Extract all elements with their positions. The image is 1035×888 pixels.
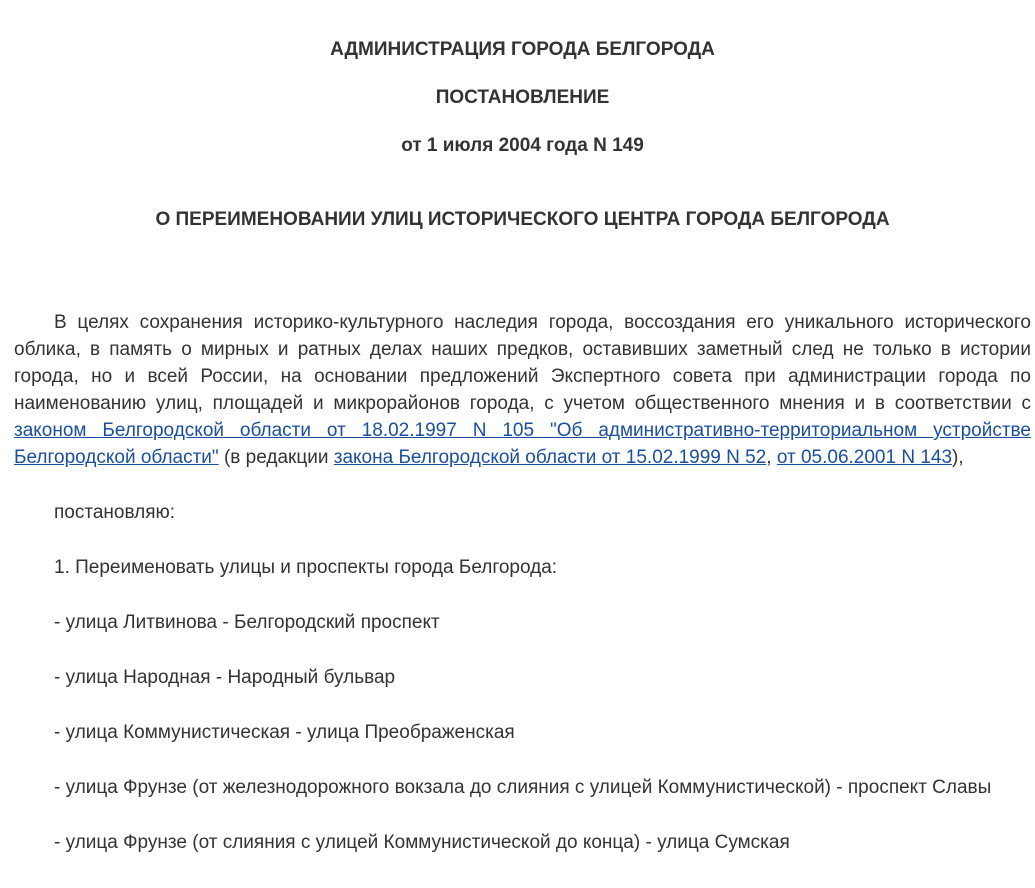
redaction-text: (в редакции (218, 447, 334, 468)
rename-item-1: - улица Литвинова - Белгородский проспект (54, 612, 440, 633)
document-body (14, 0, 1031, 856)
amendment-link-1[interactable]: закона Белгородской области от 15.02.1999 N 52 (333, 447, 767, 468)
comma-text: , (766, 447, 777, 468)
law-link[interactable]: законом Белгородской области от 18.02.1997 N 105 "Об административно-территориальном устройстве Белгородской области" (14, 420, 1031, 468)
rename-item-4: - улица Фрунзе (от железнодорожного вокзала до слияния с улицей Коммунистической) - проспект Славы (54, 777, 992, 798)
rename-item-5: - улица Фрунзе (от слияния с улицей Коммунистической до конца) - улица Сумская (54, 832, 790, 853)
intro-paragraph (14, 309, 1031, 471)
rename-item-3: - улица Коммунистическая - улица Преображенская (54, 722, 515, 743)
organization-heading: АДМИНИСТРАЦИЯ ГОРОДА БЕЛГОРОДА (330, 39, 715, 60)
rename-item-2: - улица Народная - Народный бульвар (54, 667, 396, 688)
document-title: О ПЕРЕИМЕНОВАНИИ УЛИЦ ИСТОРИЧЕСКОГО ЦЕНТРА ГОРОДА БЕЛГОРОДА (155, 209, 890, 230)
item-1-paragraph: 1. Переименовать улицы и проспекты города Белгорода: (54, 557, 558, 578)
amendment-link-2[interactable]: от 05.06.2001 N 143 (776, 447, 953, 468)
document-date-number: от 1 июля 2004 года N 149 (401, 135, 644, 156)
intro-end-text: ), (952, 447, 964, 468)
intro-text: В целях сохранения историко-культурного наследия города, воссоздания его уникального исторического облика, в память о мирных и ратных делах наших предков, оставивших заметный след не только в истории города, но и всей России, на основании предложений Экспертного совета при администрации города по наименованию улиц, площадей и микрорайонов города, с учетом общественного мнения и в соответствии с (14, 312, 1031, 414)
document-type-heading: ПОСТАНОВЛЕНИЕ (435, 87, 610, 108)
decree-paragraph: постановляю: (54, 502, 176, 523)
